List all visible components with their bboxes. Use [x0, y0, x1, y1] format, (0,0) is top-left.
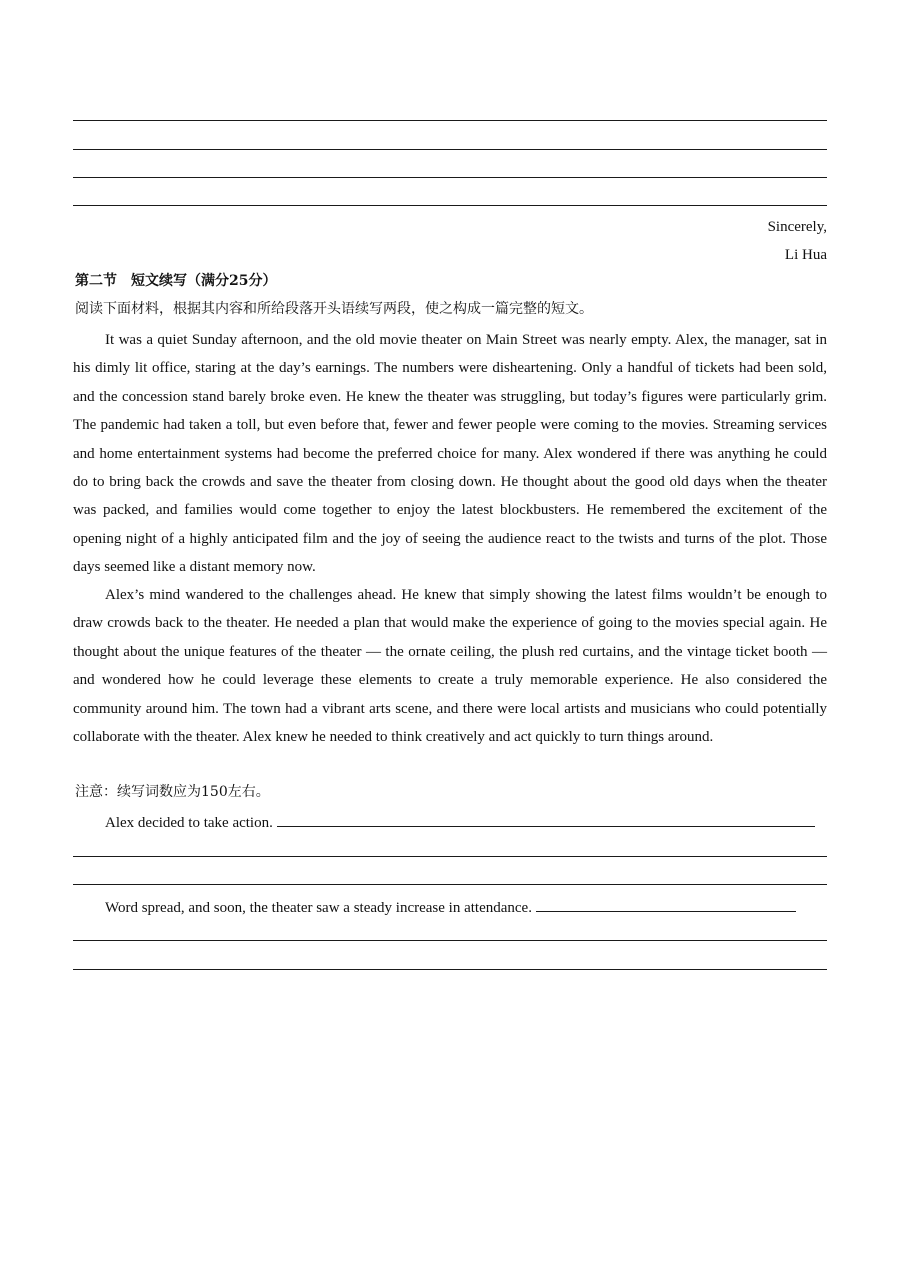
prompt-2-text: Word spread, and soon, the theater saw a steady increase in attendance.	[105, 900, 532, 916]
writing-line	[73, 120, 827, 121]
section-heading: 第二节 短文续写（满分25分）	[75, 273, 277, 289]
word-count-note: 注意：续写词数应为150左右。	[75, 784, 270, 800]
letter-signature-name: Li Hua	[784, 247, 827, 263]
answer-line[interactable]	[73, 856, 827, 857]
writing-line	[73, 177, 827, 178]
writing-line	[73, 205, 827, 206]
section-instruction: 阅读下面材料，根据其内容和所给段落开头语续写两段，使之构成一篇完整的短文。	[75, 301, 593, 317]
prompt-1-text: Alex decided to take action.	[105, 815, 273, 831]
letter-sign-off: Sincerely,	[767, 219, 827, 235]
answer-line[interactable]	[73, 884, 827, 885]
continuation-prompt-1	[105, 812, 815, 832]
answer-line[interactable]	[73, 969, 827, 970]
answer-blank-1[interactable]	[277, 812, 815, 827]
answer-line[interactable]	[73, 940, 827, 941]
passage-paragraph-2: Alex’s mind wandered to the challenges ahead. He knew that simply showing the latest films wouldn’t be enough to draw crowds back to the theater. He needed a plan that would make the experience of going to the movies special again. He thought about the unique features of the theater — the ornate ceiling, the plush red curtains, and the vintage ticket booth — and wondered how he could leverage these elements to create a truly memorable experience. He also considered the community around him. The town had a vibrant arts scene, and there were local artists and musicians who could potentially collaborate with the theater. Alex knew he needed to think creatively and act quickly to turn things around.	[73, 587, 827, 746]
writing-line	[73, 149, 827, 150]
continuation-prompt-2	[105, 897, 796, 917]
passage-paragraph-1: It was a quiet Sunday afternoon, and the old movie theater on Main Street was nearly empty. Alex, the manager, sat in his dimly lit office, staring at the day’s earnings. The numbers were disheartening. Only a handful of tickets had been sold, and the concession stand barely broke even. He knew the theater was struggling, but today’s figures were particularly grim. The pandemic had taken a toll, but even before that, fewer and fewer people were coming to the movies. Streaming services and home entertainment systems had become the preferred choice for many. Alex wondered if there was anything he could do to bring back the crowds and save the theater from closing down. He thought about the good old days when the theater was packed, and families would come together to enjoy the latest blockbusters. He remembered the excitement of the opening night of a highly anticipated film and the joy of seeing the audience react to the twists and turns of the plot. Those days seemed like a distant memory now.	[73, 332, 827, 576]
answer-blank-2[interactable]	[536, 897, 796, 912]
